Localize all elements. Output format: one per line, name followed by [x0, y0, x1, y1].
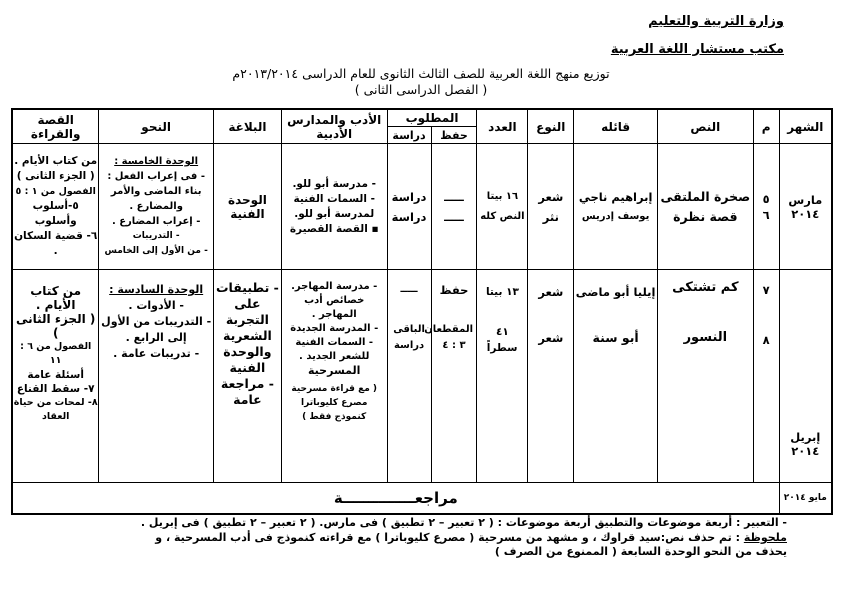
memorize-item: المقطعان ٣ : ٤ [424, 324, 474, 351]
header-month: الشهر [779, 109, 832, 144]
grammar-item: - الأدوات . [128, 299, 184, 312]
cell-memorize [431, 144, 477, 270]
footer-composition: - التعبير : أربعة موضوعات والتطبيق أربعة موضوعات : ( ٢ تعبير – ٢ تطبيق ) فى مارس. ( ٢ تعبير – ٢ تطبيق ) فى إبريل . [140, 516, 787, 529]
memorize-item: ـــــ [444, 189, 464, 204]
type-item: شعر [538, 331, 564, 345]
count-item: ٤١ سطراً [486, 326, 518, 354]
num-item: ٧ [762, 283, 770, 297]
cell-grammar [99, 270, 214, 483]
literature-item: المسرحية [308, 364, 361, 377]
memorize-item: ـــــ [444, 209, 464, 224]
cell-rhetoric: الوحدة الفنية [213, 144, 281, 270]
story-item: ( الجزء الثانى ) [15, 312, 96, 340]
cell-month: إبريل ٢٠١٤ [779, 270, 832, 483]
story-item: من كتاب الأيام . [30, 284, 82, 312]
header-story: القصة والقراءة [12, 109, 99, 144]
header-type: النوع [528, 109, 574, 144]
count-item: ١٦ بيتا [486, 190, 519, 202]
document-subtitle: ( الفصل الدراسى الثانى ) [354, 82, 488, 97]
cell-text [657, 270, 753, 483]
header-author: قائله [574, 109, 658, 144]
header-num: م [753, 109, 779, 144]
literature-item: للشعر الجديد . [299, 351, 370, 362]
cell-type [528, 270, 574, 483]
cell-rhetoric [213, 270, 281, 483]
text-item: صخرة الملتقى [660, 188, 751, 204]
grammar-unit-title: الوحدة السادسة : [109, 283, 204, 296]
cell-memorize [424, 270, 477, 483]
literature-item: - السمات الفنية [295, 337, 374, 348]
header-text: النص [657, 109, 753, 144]
header-count: العدد [477, 109, 528, 144]
text-item: النسور [683, 330, 728, 345]
count-item: ١٣ بيتا [485, 286, 519, 298]
literature-item: مصرع كليوباترا [301, 398, 368, 408]
document-title: توزيع منهج اللغة العربية للصف الثالث الثانوى للعام الدراسى ٢٠١٣/٢٠١٤م [232, 66, 610, 81]
footer-note [155, 531, 787, 544]
story-item: من كتاب الأيام . [14, 155, 98, 167]
header-grammar: النحو [99, 109, 214, 144]
note-label: ملحوظة [743, 531, 787, 544]
header-rhetoric: البلاغة [213, 109, 281, 144]
study-item: الباقى دراسة [393, 324, 425, 351]
cell-text [657, 144, 753, 270]
cell-type [528, 144, 574, 270]
cell-num [753, 144, 779, 270]
author-item: أبو سنة [592, 330, 639, 345]
cell-grammar [99, 144, 214, 270]
story-item: الفصول من ١ : ٥ [15, 186, 96, 197]
study-item: دراسة [391, 209, 427, 224]
rhetoric-item: عامة [233, 392, 262, 407]
grammar-item: - من الأول إلى الخامس [104, 246, 208, 256]
literature-item: خصائص أدب [304, 295, 365, 306]
grammar-item: - فى إعراب الفعل : [107, 171, 205, 182]
literature-item: ( مع قراءة مسرحية [291, 384, 378, 394]
story-item: ٨- لمحات من حياة [13, 397, 98, 408]
cell-literature [281, 270, 387, 483]
rhetoric-item: التجربة [225, 312, 269, 327]
rhetoric-item: الشعرية [223, 328, 272, 343]
story-item: ٧- سقط القناع [16, 383, 95, 395]
rhetoric-item: والوحدة [223, 344, 272, 359]
cell-story [12, 270, 99, 483]
cell-literature [281, 144, 387, 270]
literature-item: - مدرسة أبو للو. [292, 177, 376, 190]
grammar-item: والمضارع . [129, 201, 183, 212]
type-item: نثر [542, 209, 559, 224]
story-item: الفصول من ٦ : ١١ [20, 341, 92, 366]
grammar-item: - تدريبات عامة . [113, 347, 200, 360]
rhetoric-item: على [234, 296, 261, 311]
header-row [12, 109, 832, 127]
story-item: العقاد [41, 411, 70, 422]
header-memorize: حفظ [431, 127, 477, 144]
cell-month: مايو ٢٠١٤ [779, 483, 832, 515]
literature-item: - السمات الفنية [293, 192, 375, 205]
grammar-item: - التدريبات من الأول [101, 315, 212, 328]
header-study: دراسة [387, 127, 431, 144]
type-item: شعر [538, 285, 564, 299]
text-item: قصة نظرة [673, 208, 738, 224]
note-text: : تم حذف نص:سيد قراوك ، و مشهد من مسرحية ( مصرع كليوباترا ) مع قراءته كنموذج فى أدب المسرحية ، و [155, 531, 740, 544]
table-row-march [12, 144, 832, 270]
table-row-may [12, 483, 832, 515]
memorize-item: حفظ [439, 283, 469, 297]
cell-author [574, 144, 658, 270]
story-item: ٦- قضية السكان . [14, 230, 98, 257]
ministry-header: وزارة التربية والتعليم [648, 14, 784, 29]
num-item: ٥ [762, 191, 770, 206]
curriculum-table [11, 108, 833, 515]
footer-note-continued: يحذف من النحو الوحدة السابعة ( الممنوع من الصرف ) [494, 545, 787, 558]
header-literature: الأدب والمدارس الأدبية [281, 109, 387, 144]
rhetoric-item: الفنية [229, 360, 266, 375]
rhetoric-item: - تطبيقات [215, 280, 279, 295]
author-item: إبراهيم ناجي [578, 189, 653, 204]
author-item: يوسف إدريس [581, 210, 650, 222]
author-item: إيليا أبو ماضى [575, 285, 656, 299]
grammar-item: - التدريبات [132, 231, 180, 241]
literature-item: ▪ القصة القصيرة [289, 222, 379, 235]
grammar-item: - إعراب المضارع . [111, 216, 201, 227]
study-item: ـــــ [400, 284, 418, 295]
rhetoric-item: - مراجعة [220, 376, 274, 391]
office-header: مكتب مستشار اللغة العربية [610, 42, 784, 57]
story-item: ( الجزء الثانى ) [16, 170, 95, 182]
story-item: ٥-أسلوب وأسلوب [32, 200, 79, 227]
count-item: النص كله [480, 210, 525, 222]
literature-item: كنموذج فقط ) [302, 412, 367, 422]
cell-review: مراجعــــــــــــــة [12, 483, 779, 515]
type-item: شعر [538, 189, 564, 204]
cell-count [477, 144, 528, 270]
cell-num [753, 270, 779, 483]
cell-month: مارس ٢٠١٤ [779, 144, 832, 270]
num-item: ٦ [762, 207, 770, 222]
grammar-item: بناء الماضى والأمر [110, 186, 202, 197]
grammar-unit-title: الوحدة الخامسة : [114, 156, 199, 167]
table-row-april [12, 270, 832, 483]
text-item: كم تشتكى [672, 280, 739, 295]
cell-story [12, 144, 99, 270]
cell-count [477, 270, 528, 483]
literature-item: المهاجر . [311, 309, 357, 320]
num-item: ٨ [762, 333, 770, 347]
literature-item: - مدرسة المهاجر. [291, 281, 378, 292]
cell-study [387, 270, 431, 483]
study-item: دراسة [391, 189, 427, 204]
header-required: المطلوب [387, 109, 477, 127]
literature-item: لمدرسة أبو للو. [294, 207, 375, 220]
story-item: أسئلة عامة [27, 369, 84, 381]
literature-item: - المدرسة الجديدة [290, 323, 379, 334]
grammar-item: إلى الرابع . [125, 331, 187, 344]
cell-author [574, 270, 658, 483]
cell-study [387, 144, 431, 270]
